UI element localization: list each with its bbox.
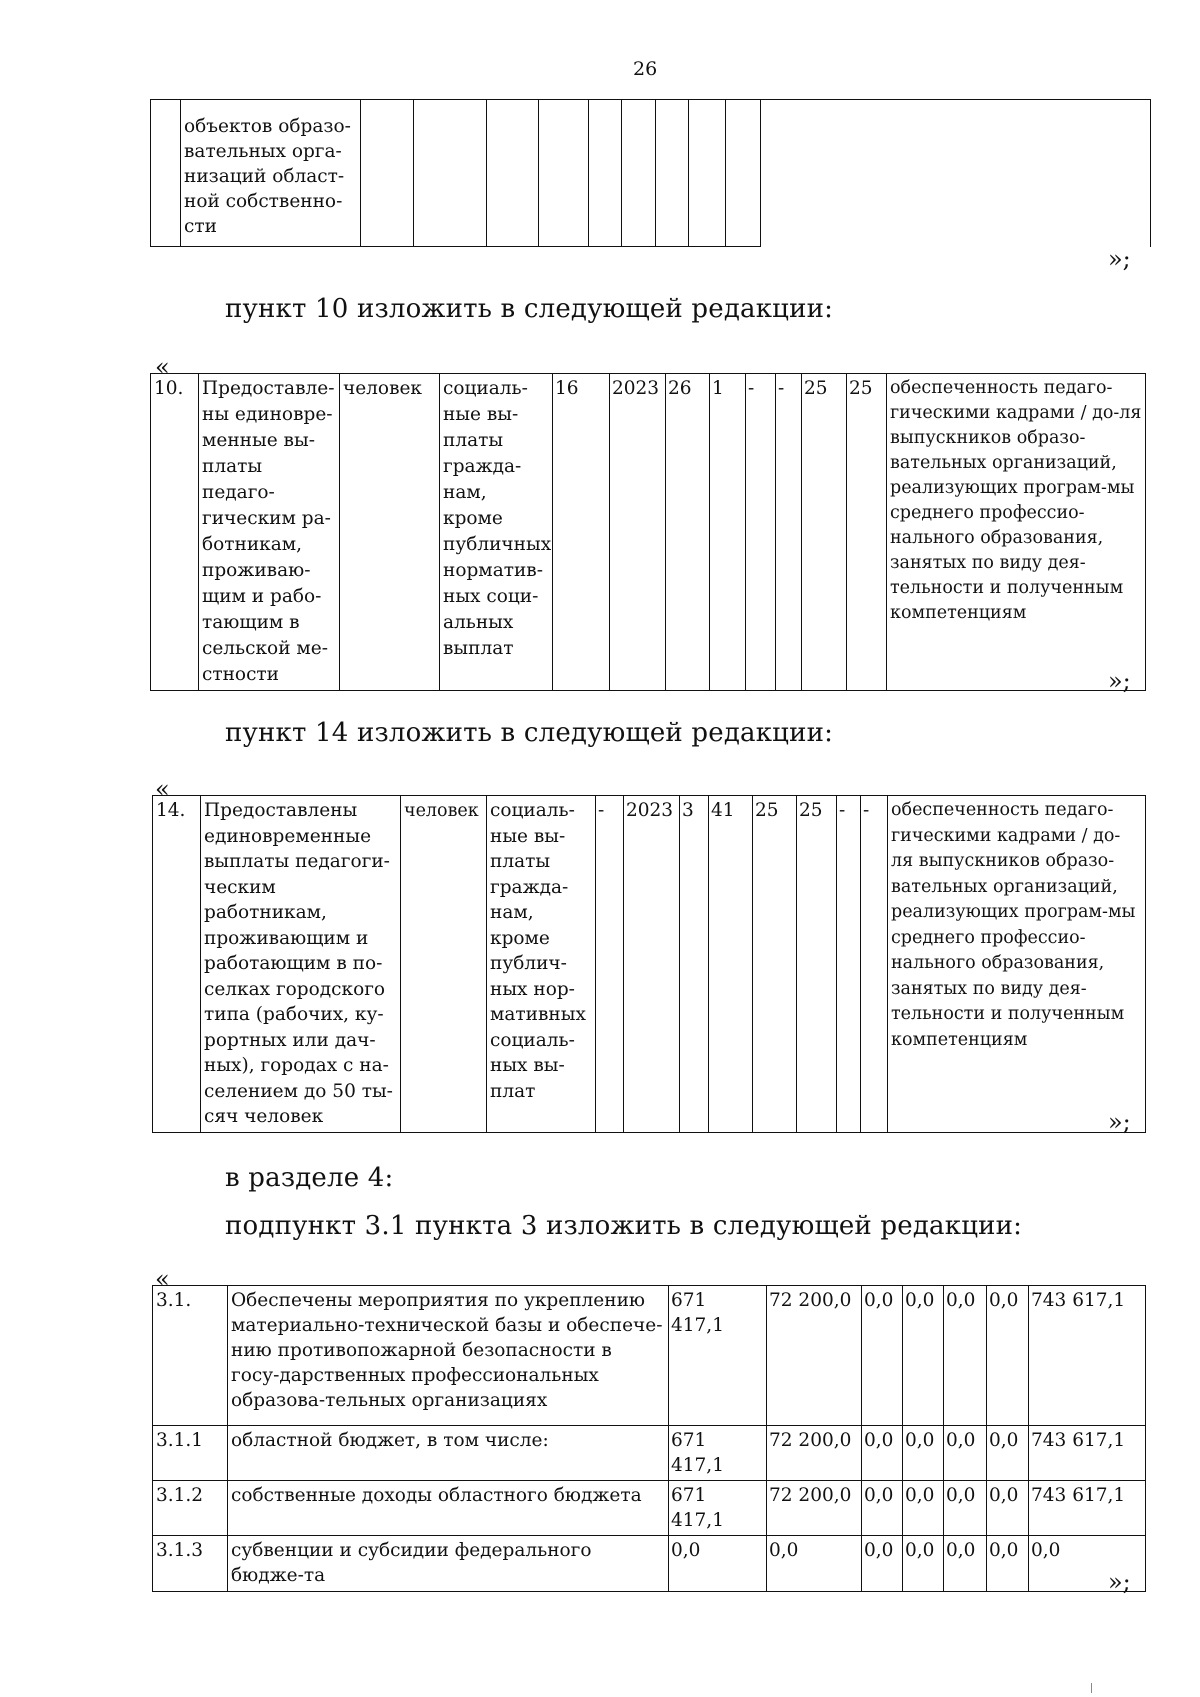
- close-quote-2: »;: [1108, 667, 1131, 695]
- row-value-3: 0,0: [862, 1426, 903, 1481]
- item-value-4: -: [776, 374, 802, 691]
- item-indicator: обеспеченность педаго-гическими кадрами / до-ля выпускников образо-вательных организаций, реализующих програм-мы среднего профессио-нального образования, занятых по виду дея-тельности и полученным компетенциям: [888, 796, 1146, 1133]
- section-14-heading: пункт 14 изложить в следующей редакции:: [225, 718, 834, 748]
- table-cell: [726, 100, 761, 247]
- row-value-5: 0,0: [944, 1536, 987, 1592]
- row-value-6: 0,0: [987, 1286, 1029, 1426]
- row-total: 743 617,1: [1029, 1286, 1146, 1426]
- budget-table: [152, 1285, 1146, 1592]
- open-quote-1: «: [155, 353, 170, 381]
- item-number: 14.: [153, 796, 201, 1133]
- continuation-table: [150, 99, 1151, 247]
- row-value-4: 0,0: [903, 1426, 944, 1481]
- table-row: [153, 1286, 1146, 1426]
- item-value-6: -: [861, 796, 888, 1133]
- row-name: областной бюджет, в том числе:: [228, 1426, 669, 1481]
- table-row: [153, 1481, 1146, 1536]
- row-value-4: 0,0: [903, 1536, 944, 1592]
- row-name: субвенции и субсидии федерального бюдже-та: [228, 1536, 669, 1592]
- item-base: -: [596, 796, 624, 1133]
- close-quote-3: »;: [1108, 1108, 1131, 1136]
- table-cell: [151, 100, 181, 247]
- close-quote-1: »;: [1108, 245, 1131, 273]
- section-10-heading: пункт 10 изложить в следующей редакции:: [225, 294, 834, 324]
- row-value-1: 671 417,1: [669, 1286, 767, 1426]
- section-4-heading: подпункт 3.1 пункта 3 изложить в следующей редакции:: [225, 1211, 1023, 1241]
- row-value-4: 0,0: [903, 1481, 944, 1536]
- row-value-6: 0,0: [987, 1481, 1029, 1536]
- table-cell: [414, 100, 487, 247]
- row-name: собственные доходы областного бюджета: [228, 1481, 669, 1536]
- row-value-3: 0,0: [862, 1286, 903, 1426]
- close-quote-4: »;: [1108, 1568, 1131, 1596]
- row-number: 3.1.1: [153, 1426, 228, 1481]
- section-4-title: в разделе 4:: [225, 1163, 394, 1193]
- row-value-5: 0,0: [944, 1426, 987, 1481]
- item-unit: человек: [340, 374, 440, 691]
- row-number: 3.1.3: [153, 1536, 228, 1592]
- item-value-6: 25: [847, 374, 887, 691]
- table-cell: [539, 100, 589, 247]
- open-quote-3: «: [155, 1265, 170, 1293]
- table-cell: [589, 100, 622, 247]
- item-value-4: 25: [797, 796, 837, 1133]
- row-value-2: 0,0: [767, 1536, 862, 1592]
- table-cell: [761, 100, 1151, 247]
- table-cell: [689, 100, 726, 247]
- item-value-2: 41: [709, 796, 753, 1133]
- item-year: 2023: [624, 796, 680, 1133]
- row-name: Обеспечены мероприятия по укреплению материально-технической базы и обеспече-нию противопожарной безопасности в госу-дарственных профессиональных образова-тельных организациях: [228, 1286, 669, 1426]
- item-unit: человек: [401, 796, 487, 1133]
- item-type: социаль-ные вы-платы гражда-нам, кроме публичных норматив-ных соци-альных выплат: [440, 374, 553, 691]
- row-total: 743 617,1: [1029, 1481, 1146, 1536]
- table-cell: [487, 100, 539, 247]
- item-14-table: [152, 795, 1146, 1133]
- row-value-1: 671 417,1: [669, 1481, 767, 1536]
- row-value-6: 0,0: [987, 1426, 1029, 1481]
- row-number: 3.1.2: [153, 1481, 228, 1536]
- item-indicator: обеспеченность педаго-гическими кадрами / до-ля выпускников образо-вательных организаций, реализующих програм-мы среднего профессио-нального образования, занятых по виду дея-тельности и полученным компетенциям: [887, 374, 1146, 691]
- item-value-5: -: [837, 796, 861, 1133]
- item-value-5: 25: [802, 374, 847, 691]
- table-row: [153, 1426, 1146, 1481]
- item-name: Предоставле-ны единовре-менные вы-платы педаго-гическим ра-ботникам, проживаю-щим и рабо-тающим в сельской ме-стности: [199, 374, 340, 691]
- row-value-6: 0,0: [987, 1536, 1029, 1592]
- item-type: социаль-ные вы-платы гражда-нам, кроме публич-ных нор-мативных социаль-ных вы-плат: [487, 796, 596, 1133]
- table-cell: [361, 100, 414, 247]
- table-row: [153, 1536, 1146, 1592]
- item-10-table: [150, 373, 1146, 691]
- page-number: 26: [633, 58, 658, 80]
- item-value-1: 26: [666, 374, 710, 691]
- row-number: 3.1.: [153, 1286, 228, 1426]
- row-value-2: 72 200,0: [767, 1286, 862, 1426]
- row-total: 0,0: [1029, 1536, 1146, 1592]
- item-value-2: 1: [710, 374, 746, 691]
- row-value-2: 72 200,0: [767, 1426, 862, 1481]
- table-cell: [656, 100, 689, 247]
- row-value-5: 0,0: [944, 1481, 987, 1536]
- scan-mark: [1091, 1683, 1092, 1693]
- row-value-4: 0,0: [903, 1286, 944, 1426]
- row-total: 743 617,1: [1029, 1426, 1146, 1481]
- item-value-1: 3: [680, 796, 709, 1133]
- row-value-2: 72 200,0: [767, 1481, 862, 1536]
- table-cell: [622, 100, 656, 247]
- item-base: 16: [553, 374, 610, 691]
- item-number: 10.: [151, 374, 199, 691]
- row-value-1: 671 417,1: [669, 1426, 767, 1481]
- table-cell-name: объектов образо-вательных орга-низаций област-ной собственно-сти: [181, 100, 361, 247]
- row-value-3: 0,0: [862, 1481, 903, 1536]
- item-value-3: 25: [753, 796, 797, 1133]
- row-value-3: 0,0: [862, 1536, 903, 1592]
- row-value-1: 0,0: [669, 1536, 767, 1592]
- row-value-5: 0,0: [944, 1286, 987, 1426]
- open-quote-2: «: [155, 775, 170, 803]
- item-value-3: -: [746, 374, 776, 691]
- item-year: 2023: [610, 374, 666, 691]
- item-name: Предоставлены единовременные выплаты педагоги-ческим работникам, проживающим и работающим в по-селках городского типа (рабочих, ку-рортных или дач-ных), городах с на-селением до 50 ты-сяч человек: [201, 796, 401, 1133]
